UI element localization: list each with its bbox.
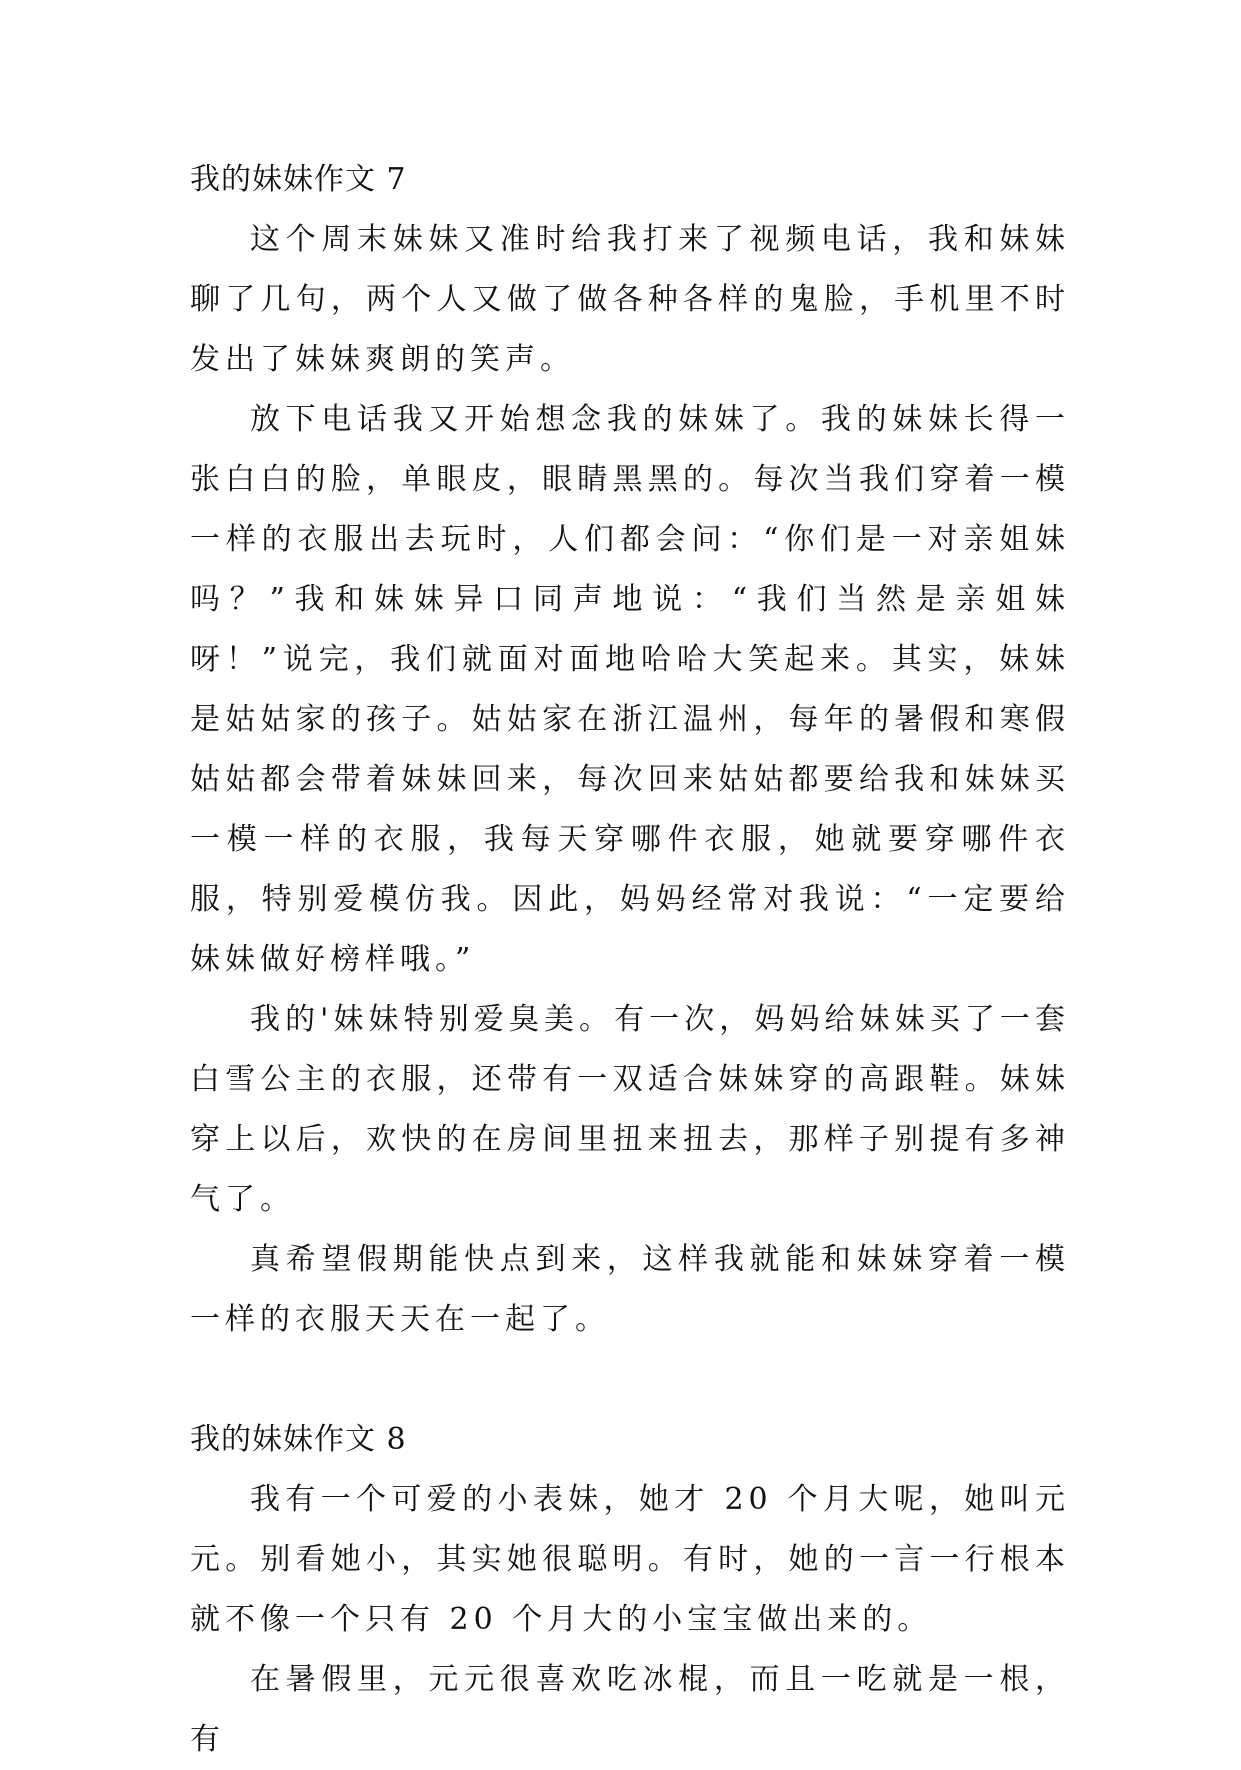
essay-8 [190,1410,1070,1770]
essay-7-paragraph-1: 这个周末妹妹又准时给我打来了视频电话，我和妹妹聊了几句，两个人又做了做各种各样的鬼脸，手机里不时发出了妹妹爽朗的笑声。 [190,222,1070,377]
essay-8-paragraph-1: 我有一个可爱的小表妹，她才 20 个月大呢，她叫元元。别看她小，其实她很聪明。有时，她的一言一行根本就不像一个只有 20 个月大的小宝宝做出来的。 [190,1482,1070,1637]
essay-7-paragraph-2: 放下电话我又开始想念我的妹妹了。我的妹妹长得一张白白的脸，单眼皮，眼睛黑黑的。每次当我们穿着一模一样的衣服出去玩时，人们都会问：“你们是一对亲姐妹吗？”我和妹妹异口同声地说：“我们当然是亲姐妹呀！”说完，我们就面对面地哈哈大笑起来。其实，妹妹是姑姑家的孩子。姑姑家在浙江温州，每年的暑假和寒假姑姑都会带着妹妹回来，每次回来姑姑都要给我和妹妹买一模一样的衣服，我每天穿哪件衣服，她就要穿哪件衣服，特别爱模仿我。因此，妈妈经常对我说：“一定要给妹妹做好榜样哦。” [190,402,1070,977]
essay-8-title: 我的妹妹作文 8 [190,1422,407,1457]
essay-7-paragraph-3: 我的'妹妹特别爱臭美。有一次，妈妈给妹妹买了一套白雪公主的衣服，还带有一双适合妹妹穿的高跟鞋。妹妹穿上以后，欢快的在房间里扭来扭去，那样子别提有多神气了。 [190,1002,1070,1217]
document-page [190,150,1070,1770]
essay-7 [190,150,1070,1350]
essay-8-paragraph-2: 在暑假里，元元很喜欢吃冰棍，而且一吃就是一根，有 [190,1662,1070,1757]
essay-7-paragraph-4: 真希望假期能快点到来，这样我就能和妹妹穿着一模一样的衣服天天在一起了。 [190,1242,1070,1337]
essay-7-title: 我的妹妹作文 7 [190,162,407,197]
